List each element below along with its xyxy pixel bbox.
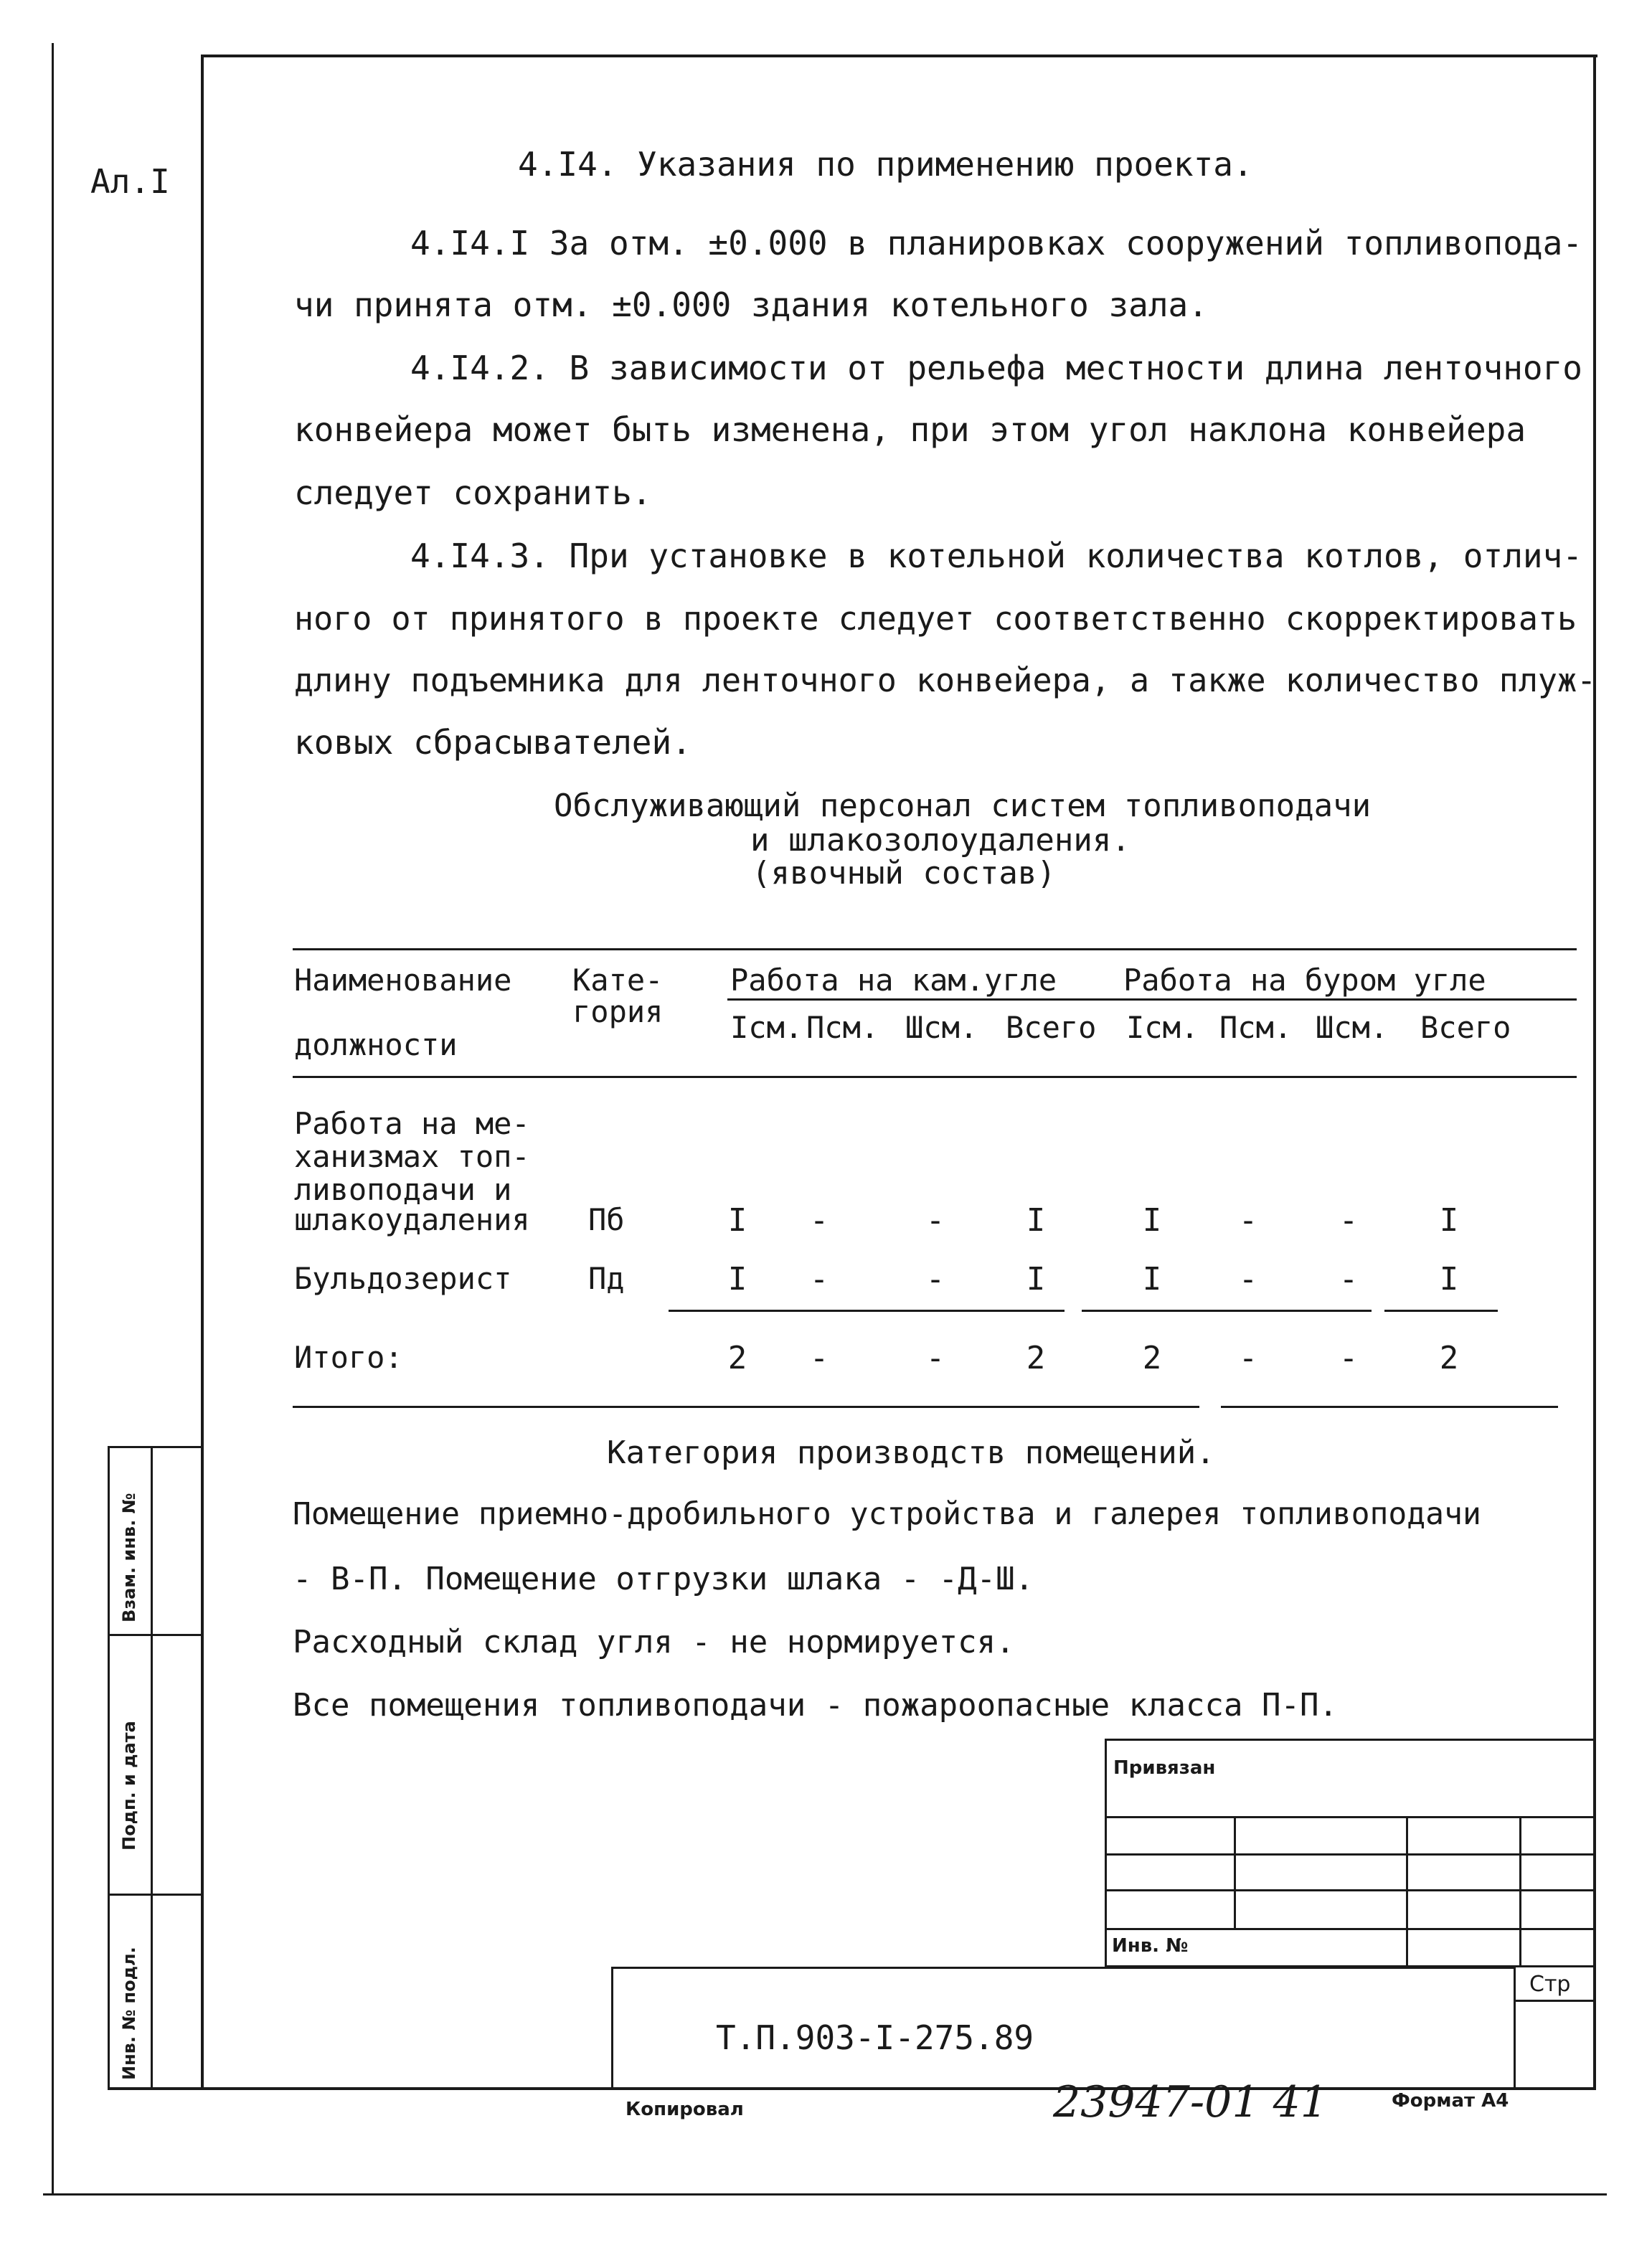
row2-value: I (1439, 1261, 1459, 1298)
paragraph-2-line-3: следует сохранить. (294, 473, 652, 512)
categories-line-1: Помещение приемно-дробильного устройства и галерея топливоподачи (293, 1496, 1481, 1532)
total-value: - (1339, 1340, 1359, 1376)
margin-label: Ал.I (90, 162, 170, 201)
row1-name-line-1: Работа на ме- (294, 1106, 530, 1141)
paragraph-2-line-1: 4.I4.2. В зависимости от рельефа местности длина ленточного (410, 349, 1582, 387)
side-stamp-mid (151, 1446, 153, 2089)
total-value: - (925, 1340, 945, 1376)
categories-line-2: - В-П. Помещение отгрузки шлака - -Д-Ш. (293, 1561, 1034, 1597)
stamp-grid-h4 (1105, 1928, 1596, 1930)
table-header-bottom-rule (293, 1076, 1577, 1078)
total-value: - (809, 1340, 829, 1376)
side-stamp-podp: Подп. и дата (119, 1721, 139, 1851)
stamp-page-label: Стр (1529, 1972, 1571, 1997)
header-group-coal: Работа на кам.угле (730, 963, 1057, 998)
stamp-grid-h2 (1105, 1853, 1596, 1856)
stamp-inv-label: Инв. № (1112, 1935, 1189, 1957)
header-name-line-2: должности (294, 1027, 458, 1062)
side-stamp-div-2 (108, 1894, 202, 1896)
subtotal-rule-a (669, 1310, 1065, 1312)
row2-value: I (1026, 1261, 1046, 1298)
table-bottom-rule-b (1221, 1406, 1558, 1408)
categories-title: Категория производств помещений. (607, 1435, 1215, 1471)
total-value: - (1238, 1340, 1258, 1376)
paragraph-3-line-3: длину подъемника для ленточного конвейера, а также количество плуж- (294, 661, 1597, 699)
section-title: 4.I4. Указания по применению проекта. (518, 145, 1253, 184)
total-value: 2 (1026, 1340, 1046, 1376)
side-stamp-top (108, 1446, 202, 1448)
table-group2-underline (1120, 998, 1577, 1001)
subheader-shift2-b: Псм. (1219, 1010, 1293, 1045)
table-caption-line-3: (явочный состав) (752, 855, 1056, 892)
row1-value: I (1142, 1202, 1162, 1239)
side-stamp-left (108, 1446, 110, 2089)
header-category-line-2: гория (572, 994, 664, 1029)
paragraph-1-line-2: чи принята отм. ±0.000 здания котельного зала. (294, 285, 1208, 324)
row2-name: Бульдозерист (294, 1261, 512, 1296)
row1-value: I (1026, 1202, 1046, 1239)
row2-category: Пд (588, 1261, 625, 1296)
row1-value: - (925, 1202, 945, 1239)
bottom-margin-line (43, 2193, 1607, 2196)
table-bottom-rule-a (293, 1406, 1199, 1408)
subtotal-rule-b (1082, 1310, 1372, 1312)
row1-name-line-2: ханизмах топ- (294, 1139, 530, 1174)
total-value: 2 (1439, 1340, 1459, 1376)
subheader-shift3-b: Шсм. (1316, 1010, 1389, 1045)
paragraph-3-line-2: ного от принятого в проекте следует соответственно скорректировать (294, 600, 1577, 638)
paragraph-1-line-1: 4.I4.I За отм. ±0.000 в планировках сооружений топливопода- (410, 224, 1582, 263)
table-group1-underline (727, 998, 1120, 1001)
title-block-page-label-rule (1514, 2000, 1596, 2002)
row1-name-line-4: шлакоудаления (294, 1202, 530, 1237)
title-block-page-divider (1514, 1967, 1516, 2089)
subheader-shift1-a: Iсм. (730, 1010, 803, 1045)
row2-value: - (809, 1261, 829, 1298)
frame-bottom (108, 2087, 1596, 2090)
header-category-line-1: Кате- (572, 963, 664, 998)
subheader-total-b: Всего (1420, 1010, 1511, 1045)
copied-label: Копировал (626, 2099, 744, 2120)
table-caption-line-1: Обслуживающий персонал систем топливоподачи (554, 788, 1372, 824)
stamp-grid-h1 (1105, 1816, 1596, 1818)
stamp-grid-h3 (1105, 1889, 1596, 1891)
header-name-line-1: Наименование (294, 963, 512, 998)
row1-name-line-3: ливоподачи и (294, 1172, 512, 1207)
subheader-shift2-a: Псм. (806, 1010, 879, 1045)
subheader-shift1-b: Iсм. (1126, 1010, 1199, 1045)
side-stamp-div-1 (108, 1634, 202, 1636)
categories-line-3: Расходный склад угля - не нормируется. (293, 1624, 1015, 1660)
left-margin-line (52, 43, 54, 2195)
document-code: Т.П.903-I-275.89 (716, 2018, 1034, 2057)
row1-value: I (727, 1202, 747, 1239)
subtotal-rule-c (1384, 1310, 1498, 1312)
frame-right (1593, 55, 1596, 2089)
paragraph-2-line-2: конвейера может быть изменена, при этом угол наклона конвейера (294, 410, 1526, 449)
categories-line-4: Все помещения топливоподачи - пожароопасные класса П-П. (293, 1687, 1338, 1724)
title-block-left (611, 1967, 613, 2089)
stamp-privyazan-top (1105, 1739, 1596, 1741)
table-top-rule (293, 948, 1577, 950)
total-label: Итого: (294, 1340, 403, 1375)
row2-value: I (727, 1261, 747, 1298)
paragraph-3-line-1: 4.I4.3. При установке в котельной количества котлов, отлич- (410, 537, 1582, 575)
total-value: 2 (1142, 1340, 1162, 1376)
stamp-grid-v2 (1406, 1816, 1408, 1965)
subheader-shift3-a: Шсм. (905, 1010, 978, 1045)
format-label: Формат А4 (1392, 2090, 1509, 2112)
row1-value: - (1238, 1202, 1258, 1239)
paragraph-3-line-4: ковых сбрасывателей. (294, 723, 692, 762)
stamp-grid-v1 (1234, 1816, 1236, 1928)
table-caption-line-2: и шлакозолоудаления. (750, 822, 1131, 859)
frame-left (201, 55, 204, 2089)
title-block-top (611, 1967, 1515, 1969)
stamp-grid-v3 (1519, 1816, 1521, 1965)
row2-value: I (1142, 1261, 1162, 1298)
row1-category: Пб (588, 1202, 625, 1237)
side-stamp-inv-podl: Инв. № подл. (119, 1947, 139, 2080)
frame-top (202, 55, 1597, 57)
row1-value: - (1339, 1202, 1359, 1239)
total-value: 2 (727, 1340, 747, 1376)
row2-value: - (1339, 1261, 1359, 1298)
row2-value: - (925, 1261, 945, 1298)
stamp-privyazan-label: Привязан (1113, 1757, 1216, 1779)
row1-value: I (1439, 1202, 1459, 1239)
header-group-brown-coal: Работа на буром угле (1123, 963, 1486, 998)
side-stamp-vzam: Взам. инв. № (119, 1493, 139, 1622)
row2-value: - (1238, 1261, 1258, 1298)
archive-number: 23947-01 41 (1053, 2077, 1328, 2127)
subheader-total-a: Всего (1006, 1010, 1097, 1045)
row1-value: - (809, 1202, 829, 1239)
